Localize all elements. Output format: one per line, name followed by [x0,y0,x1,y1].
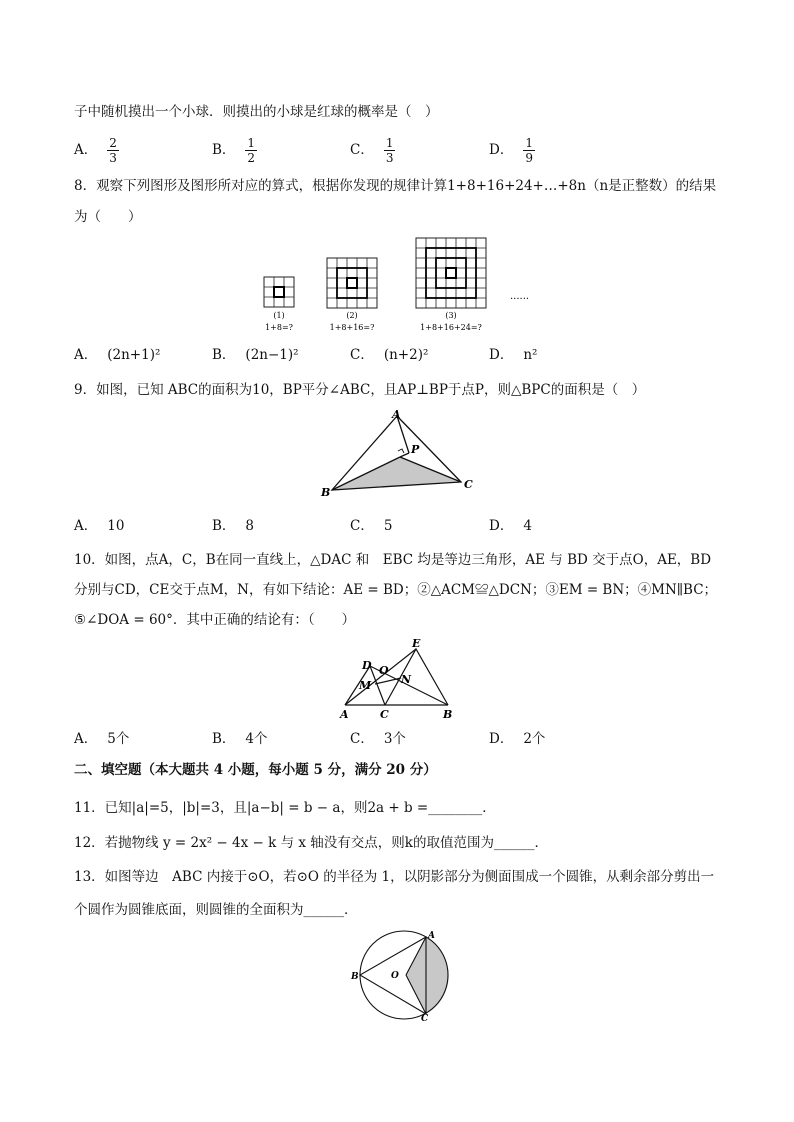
q10-point-c: C [380,708,389,720]
q8-figure-2 [327,258,377,308]
q8-option-d: D． n² [489,347,538,363]
q7-stem: 子中随机摸出一个小球．则摸出的小球是红球的概率是（ ） [74,104,439,120]
q8-stem-line1: 8．观察下列图形及图形所对应的算式，根据你发现的规律计算1+8+16+24+…+8n（n是正整数）的结果 [74,178,717,194]
q8-figure-1-formula: 1+8=? [265,323,293,332]
q10-stem-line1: 10．如图，点A，C，B在同一直线上，△DAC 和 EBC 均是等边三角形，AE 与 BD 交于点O，AE，BD [74,552,712,568]
q10-stem-line2: 分别与CD，CE交于点M，N，有如下结论：AE = BD；②△ACM≌△DCN；③EM = BN；④MN∥BC； [74,582,718,598]
section-2-title: 二、填空题（本大题共 4 小题，每小题 5 分，满分 20 分） [74,762,437,778]
q10-point-b: B [443,708,453,720]
q9-right-angle-mark [398,449,404,453]
q10-option-b: B． 4个 [212,731,268,747]
q10-option-d: D． 2个 [489,731,546,747]
q13-shaded-sector [406,937,449,1014]
q10-point-a: A [340,708,349,720]
q9-point-a: A [392,408,401,421]
q8-figure-3 [416,238,486,308]
q13-point-c: C [421,1014,429,1022]
q10-point-m: M [359,679,372,692]
q8-figure-2-formula: 1+8+16=? [329,323,375,332]
q7-option-d: D． $\frac{1}{9}$ [489,136,533,165]
q8-option-a: A． (2n+1)² [74,347,161,363]
q13-stem-line1: 13．如图等边 ABC 内接于⊙O，若⊙O 的半径为 1，以阴影部分为侧面围成一个圆锥，从剩余部分剪出一 [74,869,715,885]
q9-option-d: D． 4 [489,518,532,534]
q7-option-c: C． $\frac{1}{3}$ [350,136,394,165]
q7-option-a: A． $\frac{2}{3}$ [74,136,117,165]
q9-point-b: B [321,486,331,499]
q8-grid-figures [250,232,540,340]
q10-point-n: N [401,673,412,686]
q9-option-c: C． 5 [350,518,393,534]
q8-figure-3-label: (3) [445,311,457,320]
q10-point-o: O [379,664,389,677]
q8-figure-1 [264,277,294,307]
q10-option-c: C． 3个 [350,731,406,747]
q8-figure-3-formula: 1+8+16+24=? [420,323,482,332]
q8-figure-2-label: (2) [346,311,358,320]
q10-triangles-figure [332,634,462,720]
q10-point-e: E [412,637,421,650]
q9-point-p: P [411,443,420,456]
q10-stem-line3: ⑤∠DOA = 60°．其中正确的结论有：（ ） [74,612,356,628]
q9-point-c: C [464,478,473,491]
q9-stem: 9．如图，已知 ABC的面积为10，BP平分∠ABC，且AP⊥BP于点P，则△BPC的面积是（ ） [74,382,646,398]
q10-triangle-ebc [385,649,448,705]
q9-option-a: A． 10 [74,518,125,534]
q8-ellipsis: ...... [510,291,530,302]
q8-option-c: C． (n+2)² [350,347,429,363]
q11-stem: 11．已知|a|=5，|b|=3，且|a−b| = b − a，则2a + b =________． [74,800,496,816]
q13-stem-line2: 个圆作为圆锥底面，则圆锥的全面积为______． [74,902,358,918]
q8-stem-line2: 为（ ） [74,209,142,225]
q10-option-a: A． 5个 [74,731,130,747]
q9-triangle-figure [315,406,485,502]
q10-point-d: D [362,659,372,672]
q8-figure-1-label: (1) [273,311,285,320]
q13-circle-figure [345,928,449,1022]
q8-option-b: B． (2n−1)² [212,347,299,363]
q13-point-a: A [428,931,435,941]
q7-option-b: B． $\frac{1}{2}$ [212,136,256,165]
q13-point-o: O [391,971,399,981]
q9-option-b: B． 8 [212,518,255,534]
q13-point-b: B [351,972,359,982]
q12-stem: 12．若抛物线 y = 2x² − 4x − k 与 x 轴没有交点，则k的取值范围为______． [74,835,548,851]
